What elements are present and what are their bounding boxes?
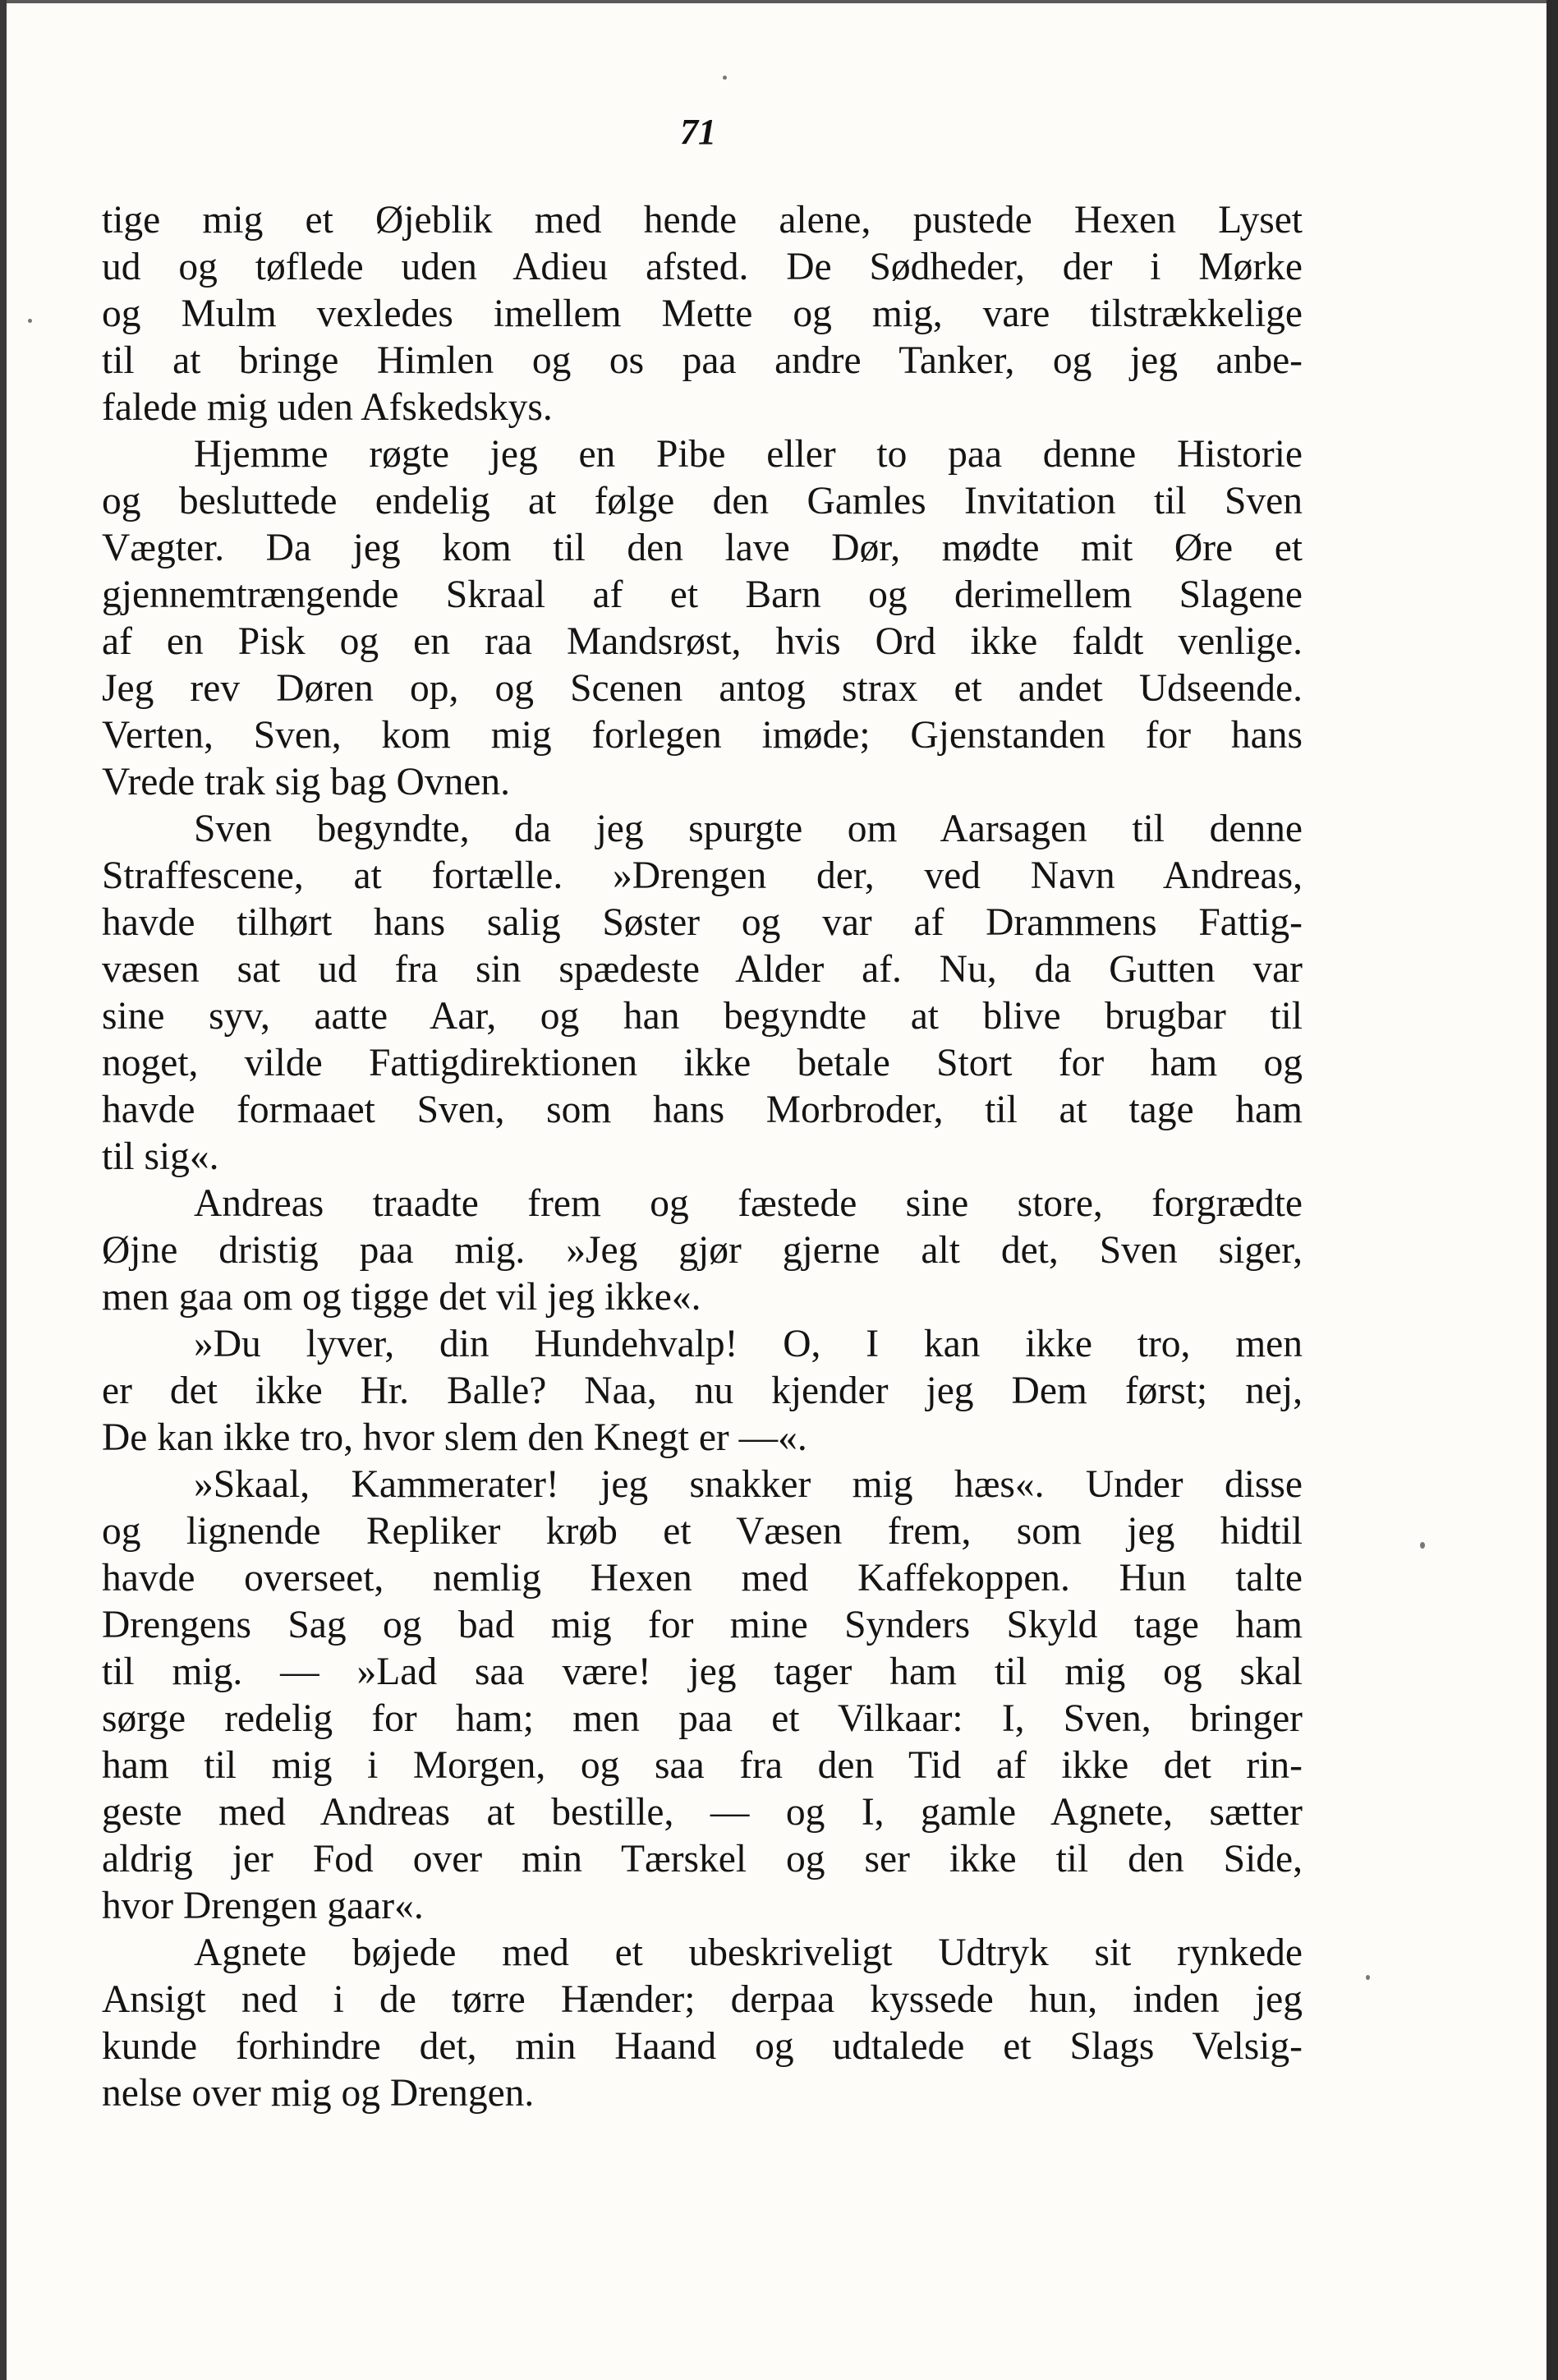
text-line: Ansigt ned i de tørre Hænder; derpaa kyssede hun, inden jeg <box>102 1978 1303 2021</box>
text-line: til at bringe Himlen og os paa andre Tanker, og jeg anbe- <box>102 339 1303 382</box>
text-line: kunde forhindre det, min Haand og udtalede et Slags Velsig- <box>102 2025 1303 2068</box>
text-line: gjennemtrængende Skraal af et Barn og derimellem Slagene <box>102 573 1303 616</box>
print-speck <box>1366 1975 1370 1980</box>
paragraph <box>102 1930 1303 2117</box>
text-line: og Mulm vexledes imellem Mette og mig, vare tilstrækkelige <box>102 292 1303 335</box>
text-line: De kan ikke tro, hvor slem den Knegt er —«. <box>102 1416 807 1459</box>
text-line: falede mig uden Afskedskys. <box>102 386 553 429</box>
text-line: er det ikke Hr. Balle? Naa, nu kjender jeg Dem først; nej, <box>102 1370 1303 1412</box>
text-line: Jeg rev Døren op, og Scenen antog strax et andet Udseende. <box>102 667 1303 710</box>
paragraph <box>102 197 1303 431</box>
text-line: Agnete bøjede med et ubeskriveligt Udtryk sit rynkede <box>194 1931 1303 1974</box>
text-line: nelse over mig og Drengen. <box>102 2072 535 2115</box>
text-line: af en Pisk og en raa Mandsrøst, hvis Ord ikke faldt venlige. <box>102 620 1303 663</box>
text-line: noget, vilde Fattigdirektionen ikke betale Stort for ham og <box>102 1042 1303 1084</box>
text-line: Straffescene, at fortælle. »Drengen der, ved Navn Andreas, <box>102 854 1303 897</box>
paragraph <box>102 431 1303 806</box>
text-line: og besluttede endelig at følge den Gamles Invitation til Sven <box>102 480 1303 522</box>
text-line: Vrede trak sig bag Ovnen. <box>102 761 511 803</box>
print-speck <box>723 76 727 80</box>
print-speck <box>1420 1542 1425 1549</box>
text-line: ham til mig i Morgen, og saa fra den Tid af ikke det rin- <box>102 1744 1303 1787</box>
paragraph <box>102 1181 1303 1321</box>
text-line: til mig. — »Lad saa være! jeg tager ham til mig og skal <box>102 1650 1303 1693</box>
text-line: »Du lyver, din Hundehvalp! O, I kan ikke tro, men <box>194 1323 1303 1365</box>
text-line: havde formaaet Sven, som hans Morbroder, til at tage ham <box>102 1089 1303 1131</box>
page-number: 71 <box>680 112 716 152</box>
paragraph <box>102 1321 1303 1462</box>
text-line: Verten, Sven, kom mig forlegen imøde; Gjenstanden for hans <box>102 714 1303 757</box>
text-line: sørge redelig for ham; men paa et Vilkaar: I, Sven, bringer <box>102 1697 1303 1740</box>
text-line: aldrig jer Fod over min Tærskel og ser ikke til den Side, <box>102 1838 1303 1881</box>
page-top-edge <box>0 0 1558 3</box>
paragraph <box>102 806 1303 1181</box>
page-left-edge <box>0 0 7 2380</box>
text-line: Vægter. Da jeg kom til den lave Dør, mødte mit Øre et <box>102 527 1303 569</box>
text-line: geste med Andreas at bestille, — og I, gamle Agnete, sætter <box>102 1791 1303 1834</box>
text-line: hvor Drengen gaar«. <box>102 1885 424 1927</box>
text-line: Andreas traadte frem og fæstede sine store, forgrædte <box>194 1182 1303 1225</box>
text-line: havde overseet, nemlig Hexen med Kaffekoppen. Hun talte <box>102 1557 1303 1600</box>
text-line: Øjne dristig paa mig. »Jeg gjør gjerne alt det, Sven siger, <box>102 1229 1303 1272</box>
text-line: Hjemme røgte jeg en Pibe eller to paa denne Historie <box>194 433 1303 476</box>
text-line: ud og tøflede uden Adieu afsted. De Sødheder, der i Mørke <box>102 246 1303 288</box>
paragraph <box>102 1462 1303 1930</box>
text-line: sine syv, aatte Aar, og han begyndte at blive brugbar til <box>102 995 1303 1038</box>
text-line: Sven begyndte, da jeg spurgte om Aarsagen til denne <box>194 808 1303 850</box>
body-text <box>102 197 1303 2117</box>
text-line: men gaa om og tigge det vil jeg ikke«. <box>102 1276 701 1319</box>
text-line: tige mig et Øjeblik med hende alene, pustede Hexen Lyset <box>102 199 1303 242</box>
print-speck <box>28 319 32 323</box>
text-line: og lignende Repliker krøb et Væsen frem, som jeg hidtil <box>102 1510 1303 1553</box>
text-line: Drengens Sag og bad mig for mine Synders Skyld tage ham <box>102 1604 1303 1646</box>
text-line: til sig«. <box>102 1135 219 1178</box>
text-line: væsen sat ud fra sin spædeste Alder af. Nu, da Gutten var <box>102 948 1303 991</box>
text-line: »Skaal, Kammerater! jeg snakker mig hæs«. Under disse <box>194 1463 1303 1506</box>
page-right-edge <box>1547 0 1558 2380</box>
text-line: havde tilhørt hans salig Søster og var af Drammens Fattig- <box>102 901 1303 944</box>
